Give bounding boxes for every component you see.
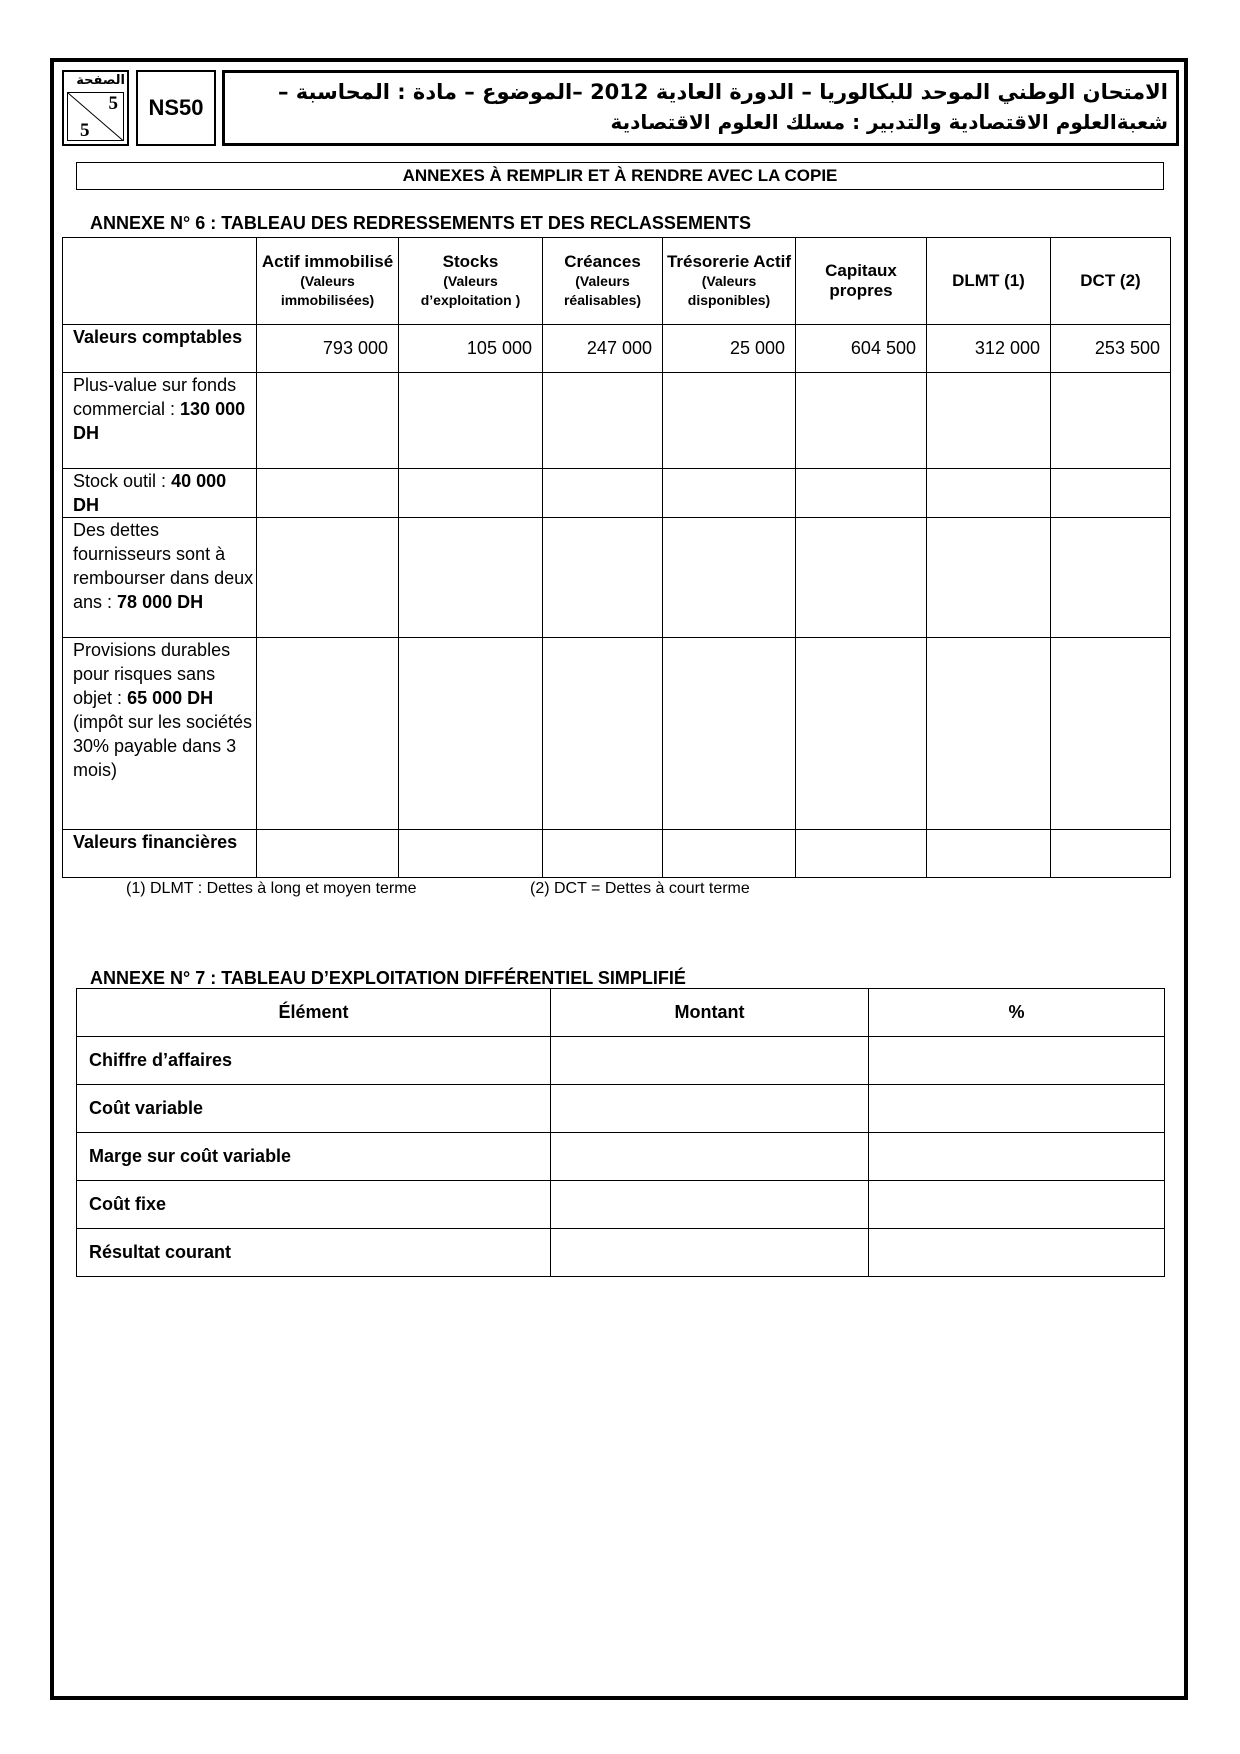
value-cell[interactable] [543,373,663,469]
row-label: Stock outil : 40 000 DH [63,469,257,518]
value-cell[interactable] [663,469,796,518]
column-header: Actif immobilisé (Valeurs immobilisées) [257,238,399,325]
table-row [77,1181,1165,1229]
element-cell: Résultat courant [77,1229,551,1277]
value-cell[interactable] [927,518,1051,638]
exam-code: NS50 [136,70,216,146]
value-cell[interactable] [796,518,927,638]
value-cell[interactable] [927,638,1051,830]
montant-cell[interactable] [551,1037,869,1085]
value-cell[interactable] [257,469,399,518]
percent-cell[interactable] [869,1085,1165,1133]
element-cell: Coût fixe [77,1181,551,1229]
annexe6-table [62,237,1171,878]
table-row [63,518,1171,638]
page-label: الصفحة [76,73,125,88]
annexes-banner: ANNEXES À REMPLIR ET À RENDRE AVEC LA COPIE [76,162,1164,190]
table-row [77,1133,1165,1181]
percent-cell[interactable] [869,1133,1165,1181]
value-cell[interactable] [1051,638,1171,830]
value-cell[interactable] [1051,469,1171,518]
footnote-dlmt: (1) DLMT : Dettes à long et moyen terme [126,880,417,897]
column-header: DLMT (1) [927,238,1051,325]
row-label: Des dettes fournisseurs sont à rembourser dans deux ans : 78 000 DH [63,518,257,638]
value-cell[interactable] [663,373,796,469]
column-header: Créances (Valeurs réalisables) [543,238,663,325]
value-cell[interactable]: 247 000 [543,325,663,373]
table-row [63,373,1171,469]
annexe6-header-row [63,238,1171,325]
page-total: 5 [80,120,90,141]
montant-cell[interactable] [551,1181,869,1229]
percent-cell[interactable] [869,1229,1165,1277]
element-cell: Coût variable [77,1085,551,1133]
value-cell[interactable] [796,830,927,878]
annexe7-title: ANNEXE N° 7 : TABLEAU D’EXPLOITATION DIFFÉRENTIEL SIMPLIFIÉ [90,968,686,988]
row-label: Provisions durables pour risques sans objet : 65 000 DH (impôt sur les sociétés 30% payable dans 3 mois) [63,638,257,830]
annexe7-header-row [77,989,1165,1037]
value-cell[interactable]: 25 000 [663,325,796,373]
table-row [77,1085,1165,1133]
element-cell: Marge sur coût variable [77,1133,551,1181]
footnote-dct: (2) DCT = Dettes à court terme [530,880,750,897]
page-fraction [67,92,124,141]
row-label: Valeurs comptables [63,325,257,373]
value-cell[interactable] [257,638,399,830]
element-cell: Chiffre d’affaires [77,1037,551,1085]
value-cell[interactable] [399,373,543,469]
value-cell[interactable] [663,518,796,638]
value-cell[interactable] [927,469,1051,518]
value-cell[interactable] [796,638,927,830]
percent-cell[interactable] [869,1037,1165,1085]
column-header: Trésorerie Actif (Valeurs disponibles) [663,238,796,325]
annexe7-table [76,988,1165,1277]
page-number-box [62,70,129,146]
value-cell[interactable]: 604 500 [796,325,927,373]
value-cell[interactable] [257,830,399,878]
value-cell[interactable]: 105 000 [399,325,543,373]
montant-cell[interactable] [551,1229,869,1277]
value-cell[interactable] [1051,373,1171,469]
column-header: Élément [77,989,551,1037]
value-cell[interactable] [927,373,1051,469]
table-row [77,1037,1165,1085]
value-cell[interactable] [663,638,796,830]
exam-title-line2: شعبةالعلوم الاقتصادية والتدبير : مسلك العلوم الاقتصادية [610,110,1168,134]
value-cell[interactable] [543,518,663,638]
value-cell[interactable] [543,830,663,878]
value-cell[interactable] [927,830,1051,878]
table-row [63,325,1171,373]
value-cell[interactable] [1051,518,1171,638]
value-cell[interactable] [257,373,399,469]
value-cell[interactable] [796,373,927,469]
value-cell[interactable] [399,830,543,878]
value-cell[interactable] [399,518,543,638]
value-cell[interactable] [543,469,663,518]
value-cell[interactable] [543,638,663,830]
value-cell[interactable]: 312 000 [927,325,1051,373]
exam-title-box [222,70,1179,146]
value-cell[interactable]: 253 500 [1051,325,1171,373]
annexe6-title: ANNEXE N° 6 : TABLEAU DES REDRESSEMENTS ET DES RECLASSEMENTS [90,213,751,233]
value-cell[interactable] [663,830,796,878]
value-cell[interactable] [399,638,543,830]
value-cell[interactable] [796,469,927,518]
page-current: 5 [108,93,118,114]
percent-cell[interactable] [869,1181,1165,1229]
table-row [63,830,1171,878]
row-label: Plus-value sur fonds commercial : 130 000 DH [63,373,257,469]
column-header: % [869,989,1165,1037]
montant-cell[interactable] [551,1133,869,1181]
value-cell[interactable] [1051,830,1171,878]
value-cell[interactable] [399,469,543,518]
column-header: Capitaux propres [796,238,927,325]
table-row [63,469,1171,518]
montant-cell[interactable] [551,1085,869,1133]
annexe6-corner-cell [63,238,257,325]
row-label: Valeurs financières [63,830,257,878]
column-header: Stocks (Valeurs d’exploitation ) [399,238,543,325]
value-cell[interactable] [257,518,399,638]
value-cell[interactable]: 793 000 [257,325,399,373]
table-row [77,1229,1165,1277]
column-header: DCT (2) [1051,238,1171,325]
annexe6-footnotes [126,880,750,898]
table-row [63,638,1171,830]
column-header: Montant [551,989,869,1037]
exam-title-line1: الامتحان الوطني الموحد للبكالوريا – الدورة العادية 2012 –الموضوع – مادة : المحاسبة – [277,80,1168,104]
